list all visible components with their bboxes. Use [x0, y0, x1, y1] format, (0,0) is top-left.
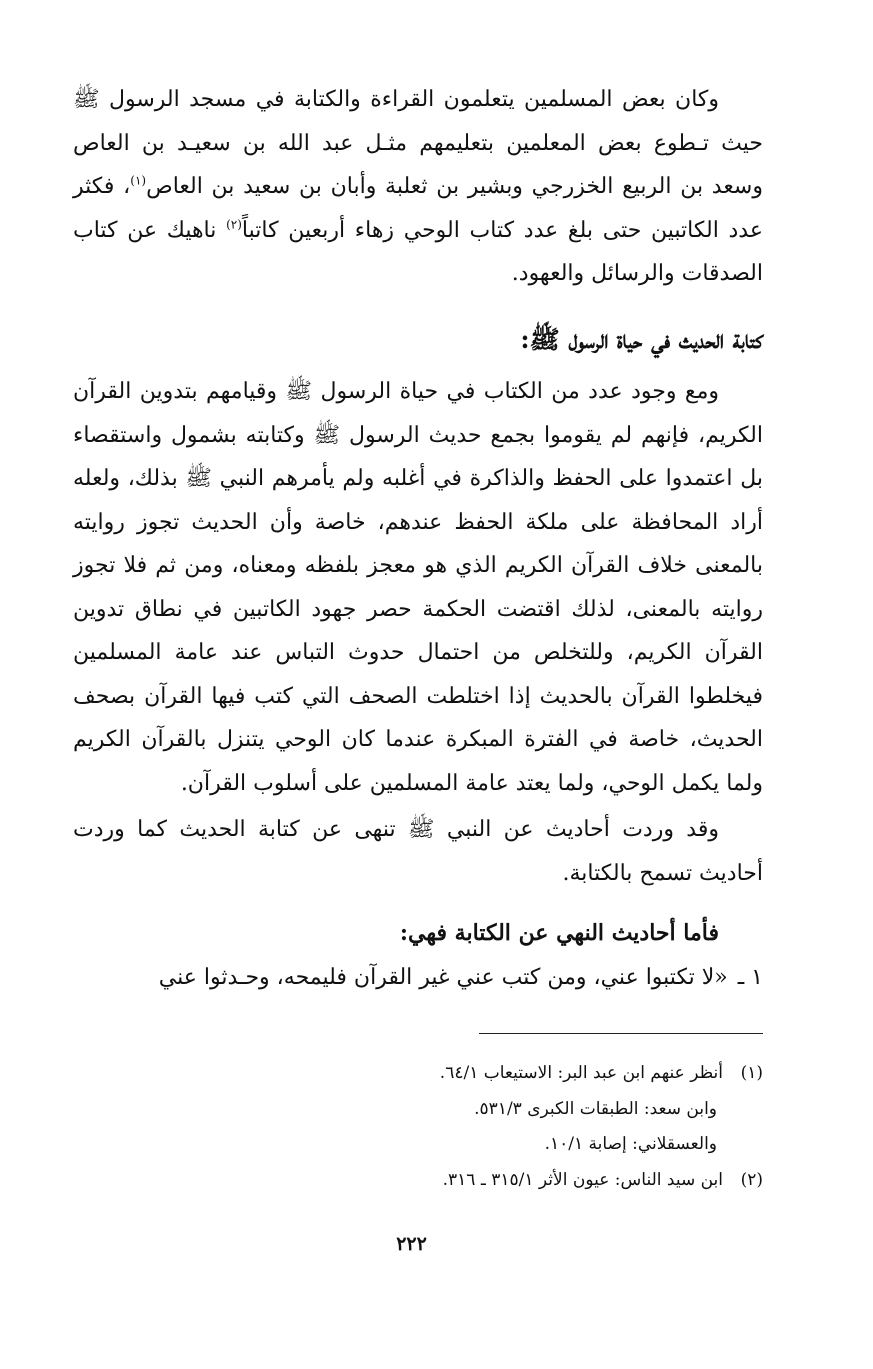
- list-block: [73, 956, 763, 1000]
- footnote-number: (٢): [740, 1169, 763, 1190]
- footnote-1-cont-a: [163, 1092, 763, 1128]
- footnote-text: وابن سعد: الطبقات الكبرى ٥٣١/٣.: [474, 1098, 717, 1119]
- footnote-1-cont-b: [163, 1127, 763, 1163]
- section-heading: كتابة الحديث في حياة الرسول ﷺ:: [520, 325, 763, 354]
- body-text-3: [73, 808, 763, 895]
- footnote-number: (١): [740, 1063, 763, 1083]
- footnote-text: ابن سيد الناس: عيون الأثر ٣١٥/١ ـ ٣١٦.: [442, 1169, 723, 1190]
- paragraph-2: ومع وجود عدد من الكتاب في حياة الرسول ﷺ وقيامهم بتدوين القرآن الكريم، فإنهم لم يقوموا بجمع حديث الرسول ﷺ وكتابته بشمول واستقصاء بل اعتمدوا على الحفظ والذاكرة في أغلبه ولم يأمرهم النبي ﷺ بذلك، ولعله أراد المحافظة على ملكة الحفظ عندهم، خاصة وأن الحديث تجوز روايته بالمعنى خلاف القرآن الكريم الذي هو معجز بلفظه ومعناه، ومن ثم فلا تجوز روايته بالمعنى، لذلك اقتضت الحكمة حصر جهود الكاتبين في نطاق تدوين القرآن الكريم، وللتخلص من احتمال حدوث التباس عند عامة المسلمين فيخلطوا القرآن بالحديث إذا اختلطت الصحف التي كتب فيها القرآن بصحف الحديث، خاصة في الفترة المبكرة عندما كان الوحي يتنزل بالقرآن الكريم ولما يكمل الوحي، ولما يعتد عامة المسلمين على أسلوب القرآن.: [73, 379, 764, 796]
- footnotes: [163, 1056, 763, 1198]
- subheading-block: [73, 912, 763, 955]
- footnote-divider: [479, 1033, 763, 1034]
- subheading: فأما أحاديث النهي عن الكتابة فهي:: [399, 920, 719, 946]
- footnote-ref-2[interactable]: (٢): [226, 217, 242, 232]
- section-heading-block: [73, 318, 763, 361]
- footnote-1: [163, 1056, 763, 1092]
- paragraph-1: وكان بعض المسلمين يتعلمون القراءة والكتابة في مسجد الرسول ﷺ حيث تـطوع بعض المعلمين بتعليمهم مثـل عبد الله بن سعيـد بن العاص وسعد بن الربيع الخزرجي وبشير بن ثعلبة وأبان بن سعيد بن العاص$^{(١)}$، فكثر عدد الكاتبين حتى بلغ عدد كتاب الوحي زهاء أربعين كاتباً$^{(٢)}$ ناهيك عن كتاب الصدقات والرسائل والعهود.: [73, 87, 763, 286]
- list-item-text: «لا تكتبوا عني، ومن كتب عني غير القرآن فليمحه، وحـدثوا عني: [158, 965, 728, 990]
- list-item-number: ١ ـ: [737, 965, 763, 990]
- body-text: [73, 78, 763, 296]
- footnote-2: [163, 1163, 763, 1199]
- page-number: ٢٢٢: [396, 1233, 427, 1255]
- footnote-text: والعسقلاني: إصابة ١٠/١.: [544, 1134, 717, 1154]
- paragraph-3: وقد وردت أحاديث عن النبي ﷺ تنهى عن كتابة الحديث كما وردت أحاديث تسمح بالكتابة.: [73, 817, 763, 886]
- footnote-ref-1[interactable]: (١): [130, 173, 147, 188]
- footnote-text: أنظر عنهم ابن عبد البر: الاستيعاب ٦٤/١.: [439, 1063, 723, 1083]
- list-item: [73, 956, 763, 1000]
- body-text-2: [73, 370, 763, 805]
